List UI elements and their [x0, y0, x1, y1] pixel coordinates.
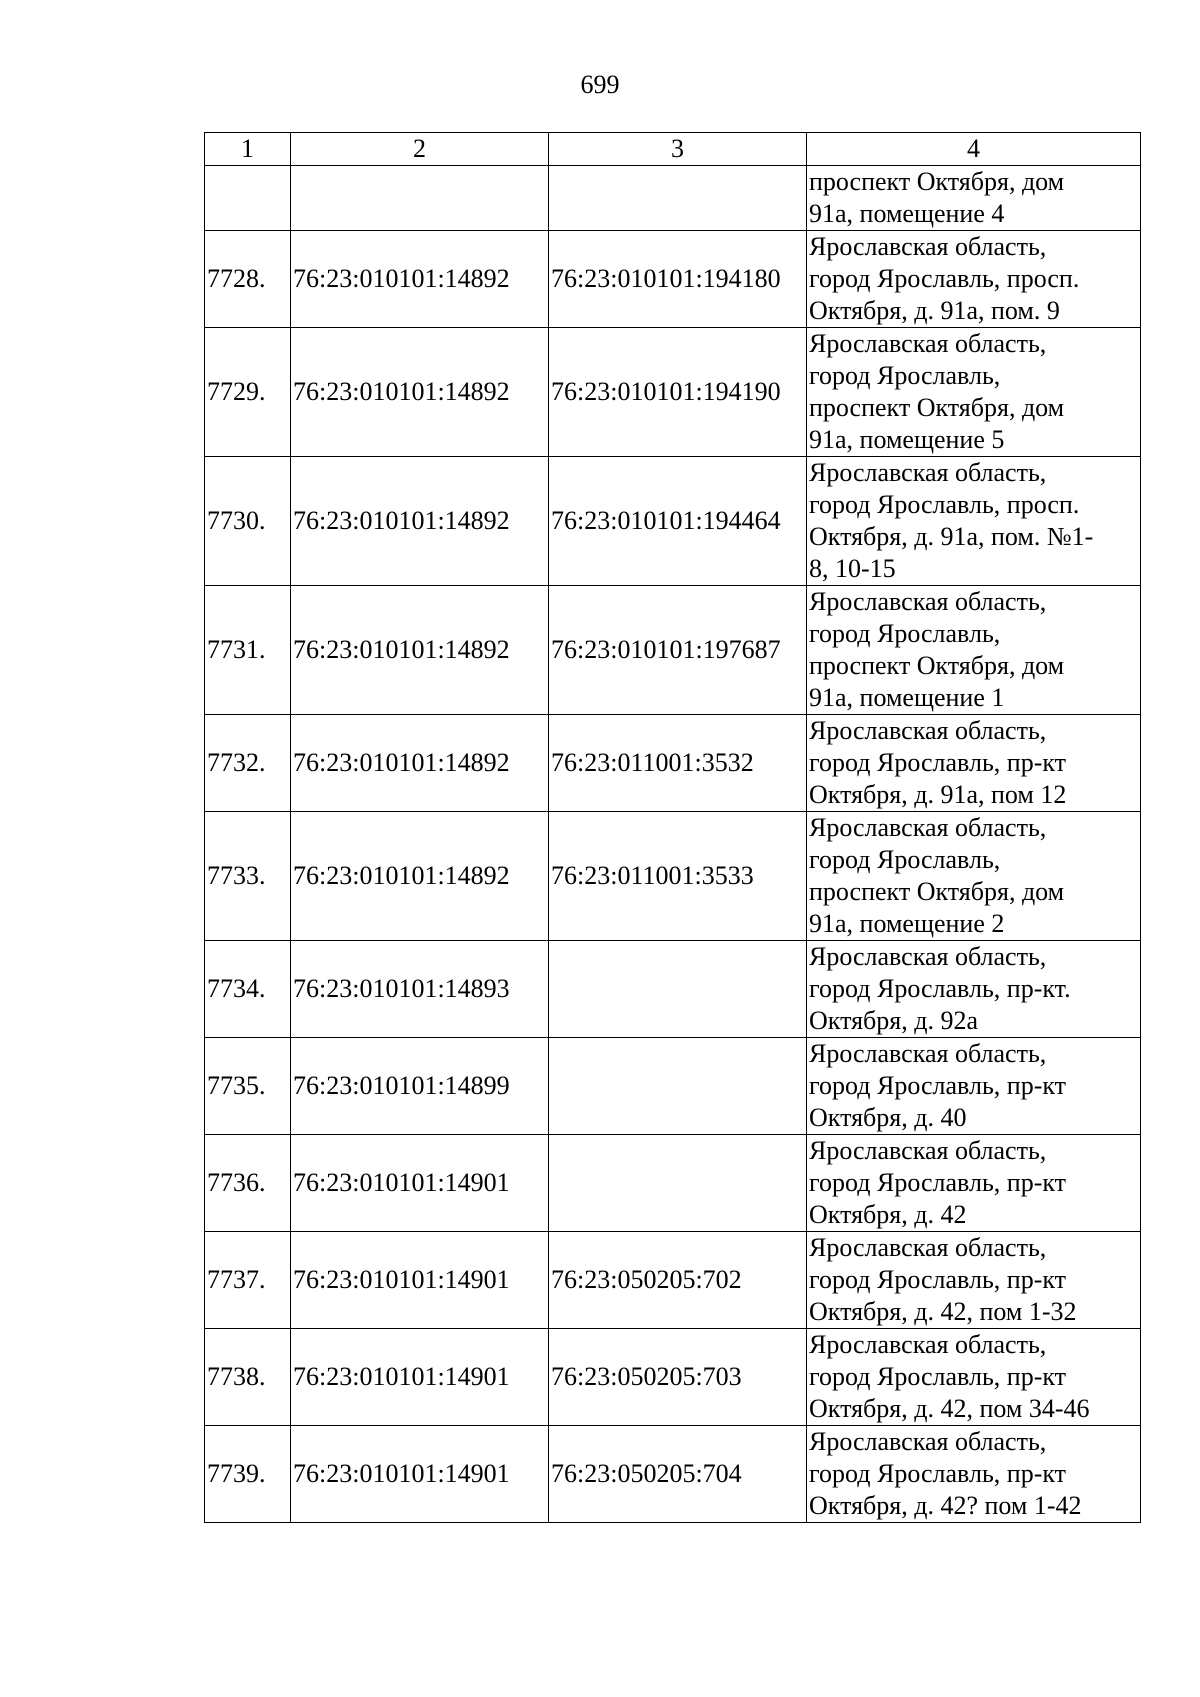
table-row [205, 166, 1141, 231]
column-header-2: 2 [291, 133, 549, 166]
cadastral-number-cell: 76:23:011001:3532 [549, 715, 807, 812]
cadastral-number-cell: 76:23:010101:194190 [549, 328, 807, 457]
address-cell [807, 715, 1141, 812]
table-row [205, 715, 1141, 812]
address-line: 91а, помещение 1 [809, 683, 1005, 712]
cadastral-number-cell: 76:23:010101:194464 [549, 457, 807, 586]
parent-cadastral-cell: 76:23:010101:14901 [291, 1135, 549, 1232]
cadastral-number-cell: 76:23:010101:194180 [549, 231, 807, 328]
address-line: Ярославская область, [809, 716, 1047, 745]
table-row [205, 812, 1141, 941]
address-line: город Ярославль, пр-кт [809, 1071, 1067, 1100]
address-line: город Ярославль, [809, 845, 1001, 874]
column-header-1: 1 [205, 133, 291, 166]
table-row [205, 1135, 1141, 1232]
address-line: Ярославская область, [809, 232, 1047, 261]
address-line: город Ярославль, пр-кт [809, 1459, 1067, 1488]
parent-cadastral-cell [291, 166, 549, 231]
row-number-cell [205, 166, 291, 231]
address-line: Ярославская область, [809, 1427, 1047, 1456]
parent-cadastral-cell: 76:23:010101:14892 [291, 457, 549, 586]
row-number-cell: 7736. [205, 1135, 291, 1232]
row-number-cell: 7734. [205, 941, 291, 1038]
row-number-cell: 7731. [205, 586, 291, 715]
table-row [205, 328, 1141, 457]
column-header-4: 4 [807, 133, 1141, 166]
cadastral-number-cell: 76:23:050205:702 [549, 1232, 807, 1329]
parent-cadastral-cell: 76:23:010101:14892 [291, 812, 549, 941]
address-line: Ярославская область, [809, 587, 1047, 616]
address-line: проспект Октября, дом [809, 651, 1065, 680]
table-row [205, 457, 1141, 586]
address-line: Ярославская область, [809, 458, 1047, 487]
address-line: город Ярославль, просп. [809, 490, 1080, 519]
address-line: город Ярославль, пр-кт [809, 1265, 1067, 1294]
row-number-cell: 7738. [205, 1329, 291, 1426]
cadastral-number-cell: 76:23:050205:703 [549, 1329, 807, 1426]
row-number-cell: 7729. [205, 328, 291, 457]
parent-cadastral-cell: 76:23:010101:14892 [291, 231, 549, 328]
address-line: проспект Октября, дом [809, 393, 1065, 422]
address-line: город Ярославль, [809, 619, 1001, 648]
address-line: город Ярославль, просп. [809, 264, 1080, 293]
address-line: Октября, д. 42? пом 1-42 [809, 1491, 1082, 1520]
address-line: город Ярославль, пр-кт. [809, 974, 1071, 1003]
address-line: 91а, помещение 2 [809, 909, 1005, 938]
cadastral-number-cell [549, 166, 807, 231]
table-row [205, 1329, 1141, 1426]
address-cell [807, 457, 1141, 586]
table-row [205, 586, 1141, 715]
address-line: город Ярославль, пр-кт [809, 1168, 1067, 1197]
address-line: Октября, д. 42, пом 1-32 [809, 1297, 1077, 1326]
address-line: Ярославская область, [809, 942, 1047, 971]
table-row [205, 231, 1141, 328]
address-cell [807, 1135, 1141, 1232]
row-number-cell: 7730. [205, 457, 291, 586]
address-cell [807, 941, 1141, 1038]
table-row [205, 1426, 1141, 1523]
address-line: 8, 10-15 [809, 554, 896, 583]
address-cell [807, 1038, 1141, 1135]
parent-cadastral-cell: 76:23:010101:14892 [291, 328, 549, 457]
row-number-cell: 7733. [205, 812, 291, 941]
address-line: Октября, д. 91а, пом. 9 [809, 296, 1060, 325]
row-number-cell: 7737. [205, 1232, 291, 1329]
parent-cadastral-cell: 76:23:010101:14892 [291, 586, 549, 715]
address-line: проспект Октября, дом [809, 167, 1065, 196]
address-cell [807, 231, 1141, 328]
parent-cadastral-cell: 76:23:010101:14892 [291, 715, 549, 812]
cadastral-number-cell [549, 941, 807, 1038]
address-line: проспект Октября, дом [809, 877, 1065, 906]
cadastral-number-cell: 76:23:050205:704 [549, 1426, 807, 1523]
address-line: Октября, д. 91а, пом 12 [809, 780, 1067, 809]
address-cell [807, 166, 1141, 231]
address-line: Ярославская область, [809, 329, 1047, 358]
address-line: Октября, д. 92а [809, 1006, 978, 1035]
row-number-cell: 7735. [205, 1038, 291, 1135]
parent-cadastral-cell: 76:23:010101:14901 [291, 1329, 549, 1426]
page-number: 699 [580, 70, 620, 99]
address-line: Октября, д. 40 [809, 1103, 967, 1132]
address-cell [807, 1329, 1141, 1426]
row-number-cell: 7732. [205, 715, 291, 812]
address-cell [807, 1232, 1141, 1329]
address-cell [807, 586, 1141, 715]
address-cell [807, 812, 1141, 941]
row-number-cell: 7739. [205, 1426, 291, 1523]
address-cell [807, 1426, 1141, 1523]
address-line: Ярославская область, [809, 813, 1047, 842]
registry-table [204, 132, 1141, 1523]
table-row [205, 941, 1141, 1038]
address-line: Ярославская область, [809, 1330, 1047, 1359]
cadastral-number-cell: 76:23:010101:197687 [549, 586, 807, 715]
table-header-row [205, 133, 1141, 166]
address-line: город Ярославль, [809, 361, 1001, 390]
parent-cadastral-cell: 76:23:010101:14901 [291, 1232, 549, 1329]
address-line: город Ярославль, пр-кт [809, 1362, 1067, 1391]
address-line: Ярославская область, [809, 1136, 1047, 1165]
cadastral-number-cell: 76:23:011001:3533 [549, 812, 807, 941]
address-line: Ярославская область, [809, 1233, 1047, 1262]
cadastral-number-cell [549, 1135, 807, 1232]
parent-cadastral-cell: 76:23:010101:14901 [291, 1426, 549, 1523]
column-header-3: 3 [549, 133, 807, 166]
address-line: Октября, д. 42, пом 34-46 [809, 1394, 1090, 1423]
table-row [205, 1038, 1141, 1135]
table-row [205, 1232, 1141, 1329]
parent-cadastral-cell: 76:23:010101:14899 [291, 1038, 549, 1135]
address-line: город Ярославль, пр-кт [809, 748, 1067, 777]
parent-cadastral-cell: 76:23:010101:14893 [291, 941, 549, 1038]
row-number-cell: 7728. [205, 231, 291, 328]
address-line: 91а, помещение 5 [809, 425, 1005, 454]
address-cell [807, 328, 1141, 457]
table-body [205, 166, 1141, 1523]
address-line: Октября, д. 91а, пом. №1- [809, 522, 1094, 551]
address-line: Ярославская область, [809, 1039, 1047, 1068]
address-line: Октября, д. 42 [809, 1200, 967, 1229]
address-line: 91а, помещение 4 [809, 199, 1005, 228]
cadastral-number-cell [549, 1038, 807, 1135]
